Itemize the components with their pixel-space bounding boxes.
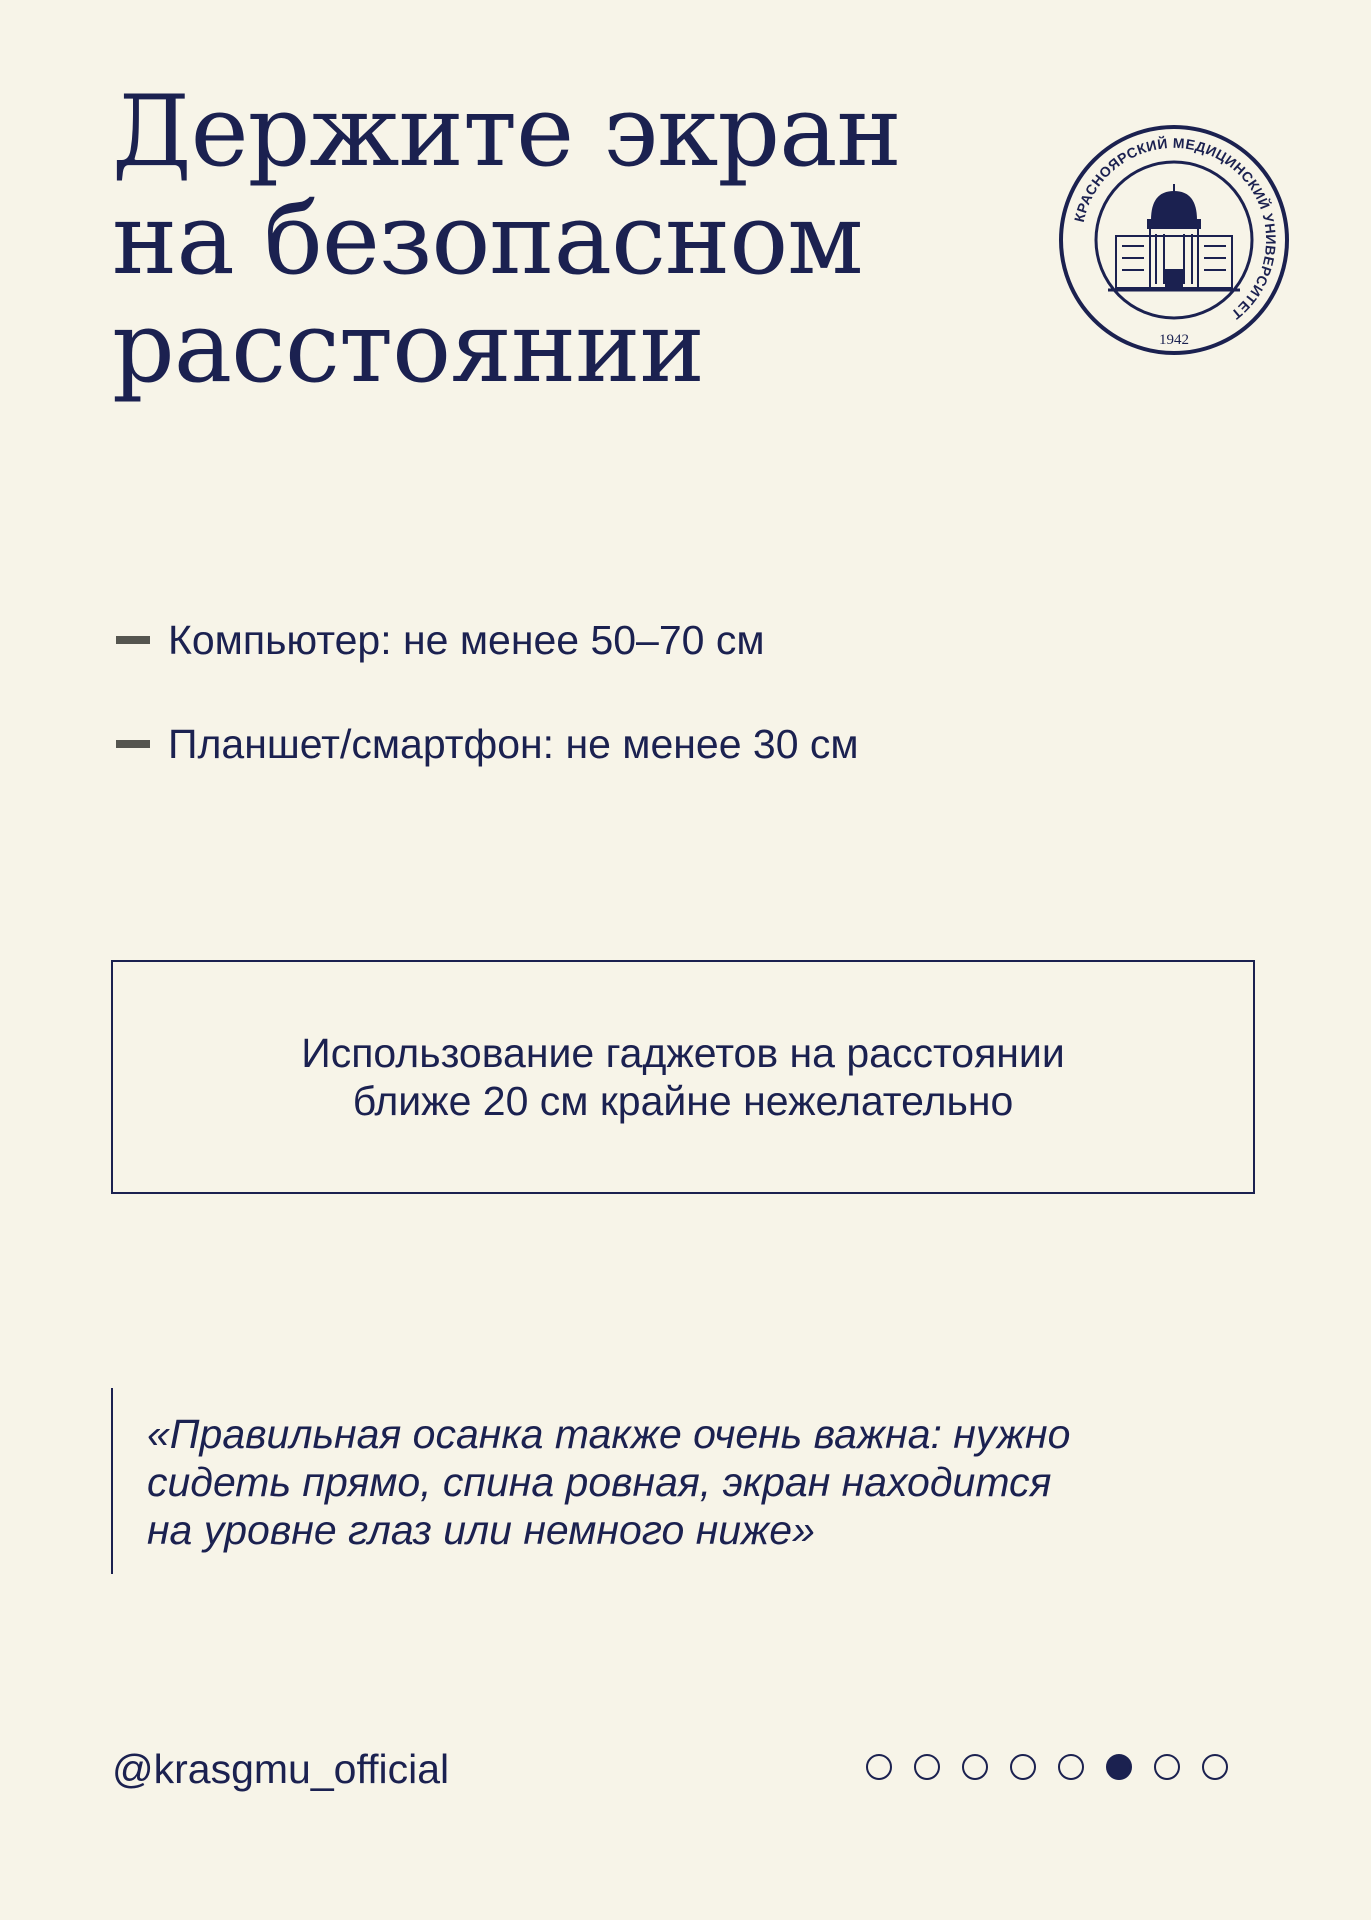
pagination-dot[interactable] xyxy=(962,1754,988,1780)
pagination-dot[interactable] xyxy=(914,1754,940,1780)
title-line: расстоянии xyxy=(112,291,704,405)
pagination-dots xyxy=(866,1754,1228,1780)
warning-box xyxy=(111,960,1255,1194)
title-line: на безопасном xyxy=(112,183,863,297)
title-line: Держите экран xyxy=(112,75,901,189)
list-item xyxy=(116,612,859,716)
pagination-dot[interactable] xyxy=(1154,1754,1180,1780)
page-title xyxy=(112,75,901,405)
seal-ring-text: КРАСНОЯРСКИЙ МЕДИЦИНСКИЙ УНИВЕРСИТЕТ xyxy=(1070,134,1280,323)
dash-bullet xyxy=(116,740,150,748)
quote-line: сидеть прямо, спина ровная, экран находится xyxy=(147,1459,1052,1505)
quote-bar xyxy=(111,1388,113,1574)
list-item-text: Компьютер: не менее 50–70 см xyxy=(168,617,765,663)
list-item-text: Планшет/смартфон: не менее 30 см xyxy=(168,721,859,767)
social-handle: @krasgmu_official xyxy=(112,1746,450,1792)
pagination-dot-active[interactable] xyxy=(1106,1754,1132,1780)
pagination-dot[interactable] xyxy=(866,1754,892,1780)
pagination-dot[interactable] xyxy=(1202,1754,1228,1780)
pagination-dot[interactable] xyxy=(1058,1754,1084,1780)
university-seal-logo xyxy=(1058,124,1290,356)
quote-line: на уровне глаз или немного ниже» xyxy=(147,1507,815,1553)
distance-list xyxy=(116,612,859,820)
quote-block xyxy=(147,1410,1070,1554)
list-item xyxy=(116,716,859,820)
building-icon xyxy=(1108,184,1240,290)
warning-line: Использование гаджетов на расстоянии xyxy=(301,1030,1065,1076)
pagination-dot[interactable] xyxy=(1010,1754,1036,1780)
warning-line: ближе 20 см крайне нежелательно xyxy=(352,1078,1014,1124)
dash-bullet xyxy=(116,636,150,644)
seal-year: 1942 xyxy=(1159,332,1189,348)
quote-line: «Правильная осанка также очень важна: нужно xyxy=(147,1411,1071,1457)
